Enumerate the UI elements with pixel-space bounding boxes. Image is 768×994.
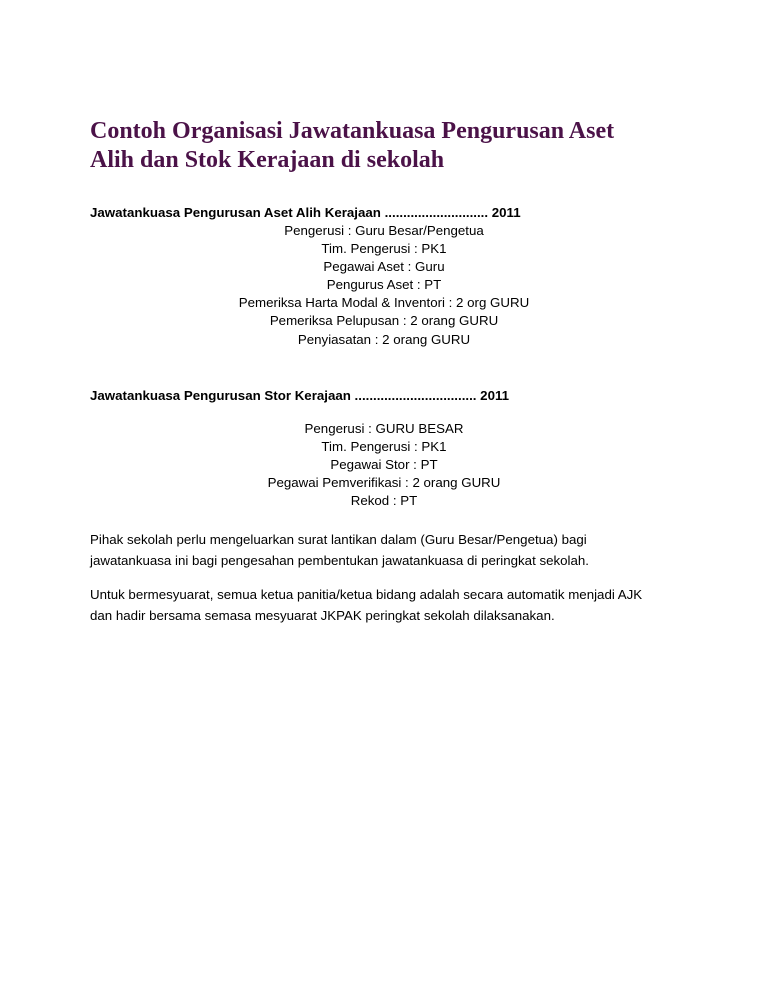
section-2-member-list: [90, 420, 678, 510]
paragraph-appointment-letter: [90, 529, 690, 571]
paragraph-line: Pihak sekolah perlu mengeluarkan surat lantikan dalam (Guru Besar/Pengetua) bagi: [90, 532, 587, 547]
paragraph-line: Untuk bermesyuarat, semua ketua panitia/ketua bidang adalah secara automatik menjadi AJK: [90, 587, 643, 602]
paragraph-meeting: [90, 584, 690, 626]
member-line: Pengerusi : Guru Besar/Pengetua: [284, 223, 484, 238]
document-title-line-2: Alih dan Stok Kerajaan di sekolah: [90, 147, 445, 173]
section-1-heading: Jawatankuasa Pengurusan Aset Alih Kerajaan ............................ 2011: [90, 205, 521, 220]
paragraph-line: jawatankuasa ini bagi pengesahan pembentukan jawatankuasa di peringkat sekolah.: [90, 553, 589, 568]
section-2-heading: Jawatankuasa Pengurusan Stor Kerajaan ................................. 2011: [90, 388, 510, 403]
member-line: Pemeriksa Harta Modal & Inventori : 2 org GURU: [238, 295, 530, 311]
member-line: Pegawai Aset : Guru: [323, 259, 445, 275]
member-line: Tim. Pengerusi : PK1: [321, 241, 447, 257]
member-line: Pengurus Aset : PT: [326, 277, 442, 293]
document-title: [90, 117, 730, 175]
member-line: Penyiasatan : 2 orang GURU: [297, 331, 471, 347]
member-line: Tim. Pengerusi : PK1: [321, 439, 447, 455]
member-line: Pemeriksa Pelupusan : 2 orang GURU: [269, 313, 499, 329]
member-line: Pengerusi : GURU BESAR: [304, 421, 464, 436]
section-1-member-list: [90, 222, 678, 349]
member-line: Rekod : PT: [350, 493, 418, 509]
member-line: Pegawai Stor : PT: [330, 457, 438, 473]
paragraph-line: dan hadir bersama semasa mesyuarat JKPAK peringkat sekolah dilaksanakan.: [90, 608, 555, 623]
document-title-line-1: Contoh Organisasi Jawatankuasa Pengurusan Aset: [90, 118, 615, 144]
member-line: Pegawai Pemverifikasi : 2 orang GURU: [267, 475, 501, 491]
